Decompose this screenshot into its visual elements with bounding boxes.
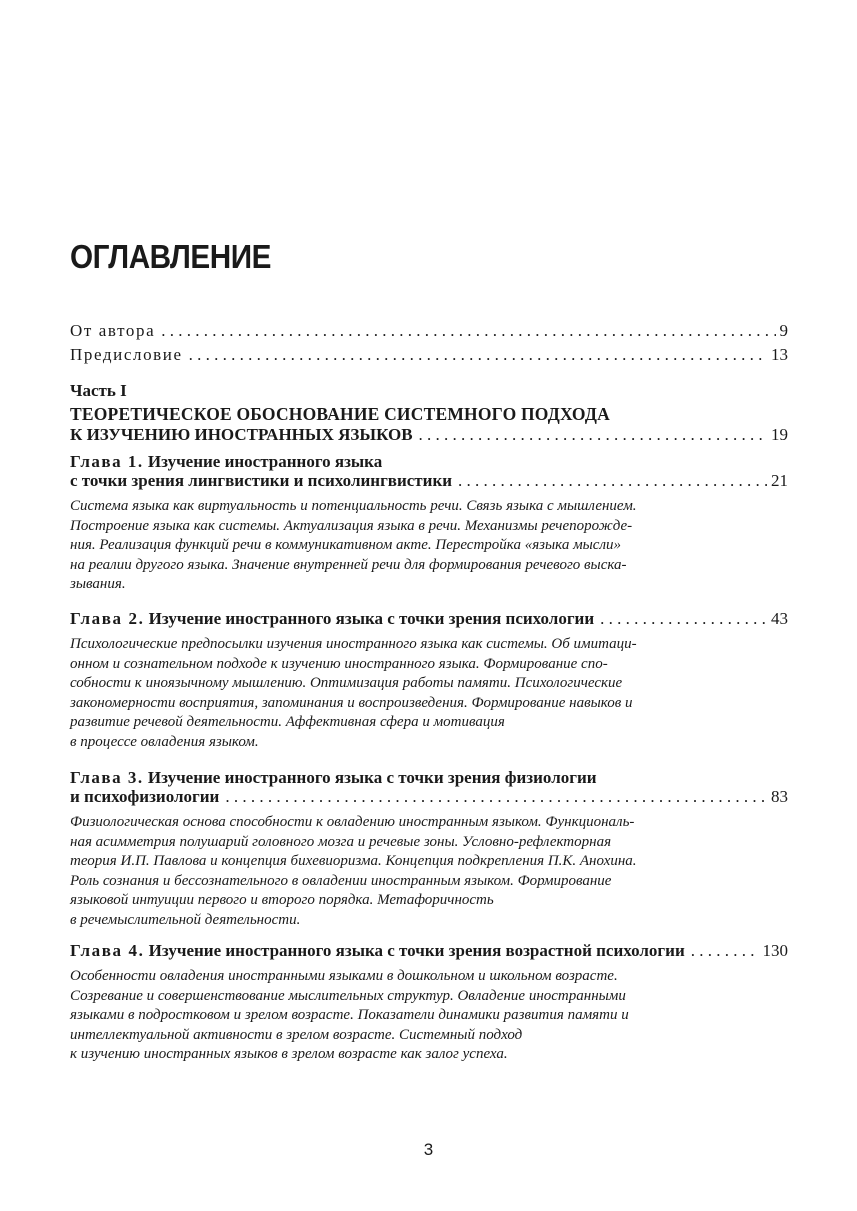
description-line: языковой интуиции первого и второго порядка. Метафоричность bbox=[70, 892, 494, 909]
chapter-prefix: Глава 3. bbox=[70, 768, 144, 787]
chapter-title-line1: Изучение иностранного языка с точки зрения физиологии bbox=[147, 768, 597, 787]
toc-entry-title: От автора bbox=[70, 321, 156, 340]
description-line: ния. Реализация функций речи в коммуникативном акте. Перестройка «языка мысли» bbox=[70, 537, 622, 554]
page-title: ОГЛАВЛЕНИЕ bbox=[70, 238, 271, 275]
toc-entry-chapter-2[interactable] bbox=[70, 608, 788, 630]
chapter-title bbox=[70, 940, 685, 962]
dot-leader bbox=[600, 608, 767, 630]
dot-leader bbox=[458, 470, 767, 492]
description-line: Физиологическая основа способности к овладению иностранным языком. Функциональ- bbox=[70, 814, 635, 830]
dot-leader bbox=[225, 786, 767, 808]
description-line: интеллектуальной активности в зрелом возрасте. Системный подход bbox=[70, 1026, 523, 1043]
toc-entry-chapter-4[interactable] bbox=[70, 940, 788, 962]
description-line: собности к иноязычному мышлению. Оптимизация работы памяти. Психологические bbox=[70, 675, 623, 692]
description-line: закономерности восприятия, запоминания и воспроизведения. Формирование навыков и bbox=[70, 694, 633, 711]
description-line: ная асимметрия полушарий головного мозга и речевые зоны. Условно-рефлекторная bbox=[70, 833, 612, 850]
description-line: Психологические предпосылки изучения иностранного языка как системы. Об имитаци- bbox=[70, 636, 637, 652]
description-line: Построение языка как системы. Актуализация языка в речи. Механизмы речепорожде- bbox=[70, 517, 633, 534]
description-line: теория И.П. Павлова и концепция бихевиоризма. Концепция подкрепления П.К. Анохина. bbox=[70, 853, 637, 870]
chapter-2-description bbox=[70, 635, 760, 753]
description-line: языками в подростковом и зрелом возрасте. Показатели динамики развития памяти и bbox=[70, 1007, 629, 1024]
chapter-title-line1: Изучение иностранного языка с точки зрения психологии bbox=[148, 609, 595, 628]
description-line: зывания. bbox=[70, 576, 126, 593]
chapter-title-line1: Изучение иностранного языка с точки зрения возрастной психологии bbox=[148, 941, 685, 960]
description-line: Особенности овладения иностранными языками в дошкольном и школьном возрасте. bbox=[70, 968, 618, 984]
chapter-title-line2: и психофизиологии bbox=[70, 787, 220, 806]
description-line: онном и сознательном подходе к изучению иностранного языка. Формирование спо- bbox=[70, 655, 608, 672]
toc-page-number: 43 bbox=[771, 609, 788, 628]
toc-entry-preface[interactable] bbox=[70, 344, 788, 366]
description-line: Роль сознания и бессознательного в овладении иностранным языком. Формирование bbox=[70, 872, 612, 889]
description-line: в речемыслительной деятельности. bbox=[70, 911, 301, 928]
toc-page-number: 9 bbox=[779, 321, 788, 340]
chapter-prefix: Глава 4. bbox=[70, 941, 145, 960]
chapter-prefix: Глава 1. bbox=[70, 452, 144, 471]
chapter-prefix: Глава 2. bbox=[70, 609, 145, 628]
description-line: развитие речевой деятельности. Аффективная сфера и мотивация bbox=[70, 714, 505, 731]
toc-page-number: 13 bbox=[771, 345, 788, 364]
part-title-line2: К ИЗУЧЕНИЮ ИНОСТРАННЫХ ЯЗЫКОВ bbox=[70, 425, 413, 444]
description-line: на реалии другого языка. Значение внутренней речи для формирования речевого выска- bbox=[70, 556, 627, 573]
dot-leader bbox=[161, 320, 775, 342]
toc-entry-from-author[interactable] bbox=[70, 320, 788, 342]
chapter-3-description bbox=[70, 813, 760, 931]
description-line: Система языка как виртуальность и потенциальность речи. Связь языка с мышлением. bbox=[70, 498, 637, 514]
chapter-title bbox=[70, 608, 594, 630]
dot-leader bbox=[419, 424, 767, 446]
description-line: в процессе овладения языком. bbox=[70, 733, 259, 750]
toc-entry-chapter-3[interactable] bbox=[70, 786, 788, 808]
dot-leader bbox=[691, 940, 759, 962]
dot-leader bbox=[189, 344, 767, 366]
chapter-4-description bbox=[70, 967, 760, 1065]
toc-entry-part-1[interactable] bbox=[70, 424, 788, 446]
toc-page-number: 21 bbox=[771, 471, 788, 490]
chapter-1-description bbox=[70, 497, 760, 595]
toc-page-number: 130 bbox=[762, 941, 788, 960]
description-line: к изучению иностранных языков в зрелом возрасте как залог успеха. bbox=[70, 1046, 508, 1063]
toc-page-number: 19 bbox=[771, 425, 788, 444]
description-line: Созревание и совершенствование мыслительных структур. Овладение иностранными bbox=[70, 987, 626, 1004]
toc-entry-chapter-1[interactable] bbox=[70, 470, 788, 492]
chapter-title-line2: с точки зрения лингвистики и психолингвистики bbox=[70, 471, 453, 490]
part-title-line1: ТЕОРЕТИЧЕСКОЕ ОБОСНОВАНИЕ СИСТЕМНОГО ПОДХОДА bbox=[70, 404, 610, 424]
toc-page-number: 83 bbox=[771, 787, 788, 806]
part-label: Часть I bbox=[70, 381, 127, 400]
page-number: 3 bbox=[423, 1140, 434, 1159]
chapter-title-line1: Изучение иностранного языка bbox=[147, 452, 383, 471]
toc-entry-title: Предисловие bbox=[70, 345, 183, 364]
